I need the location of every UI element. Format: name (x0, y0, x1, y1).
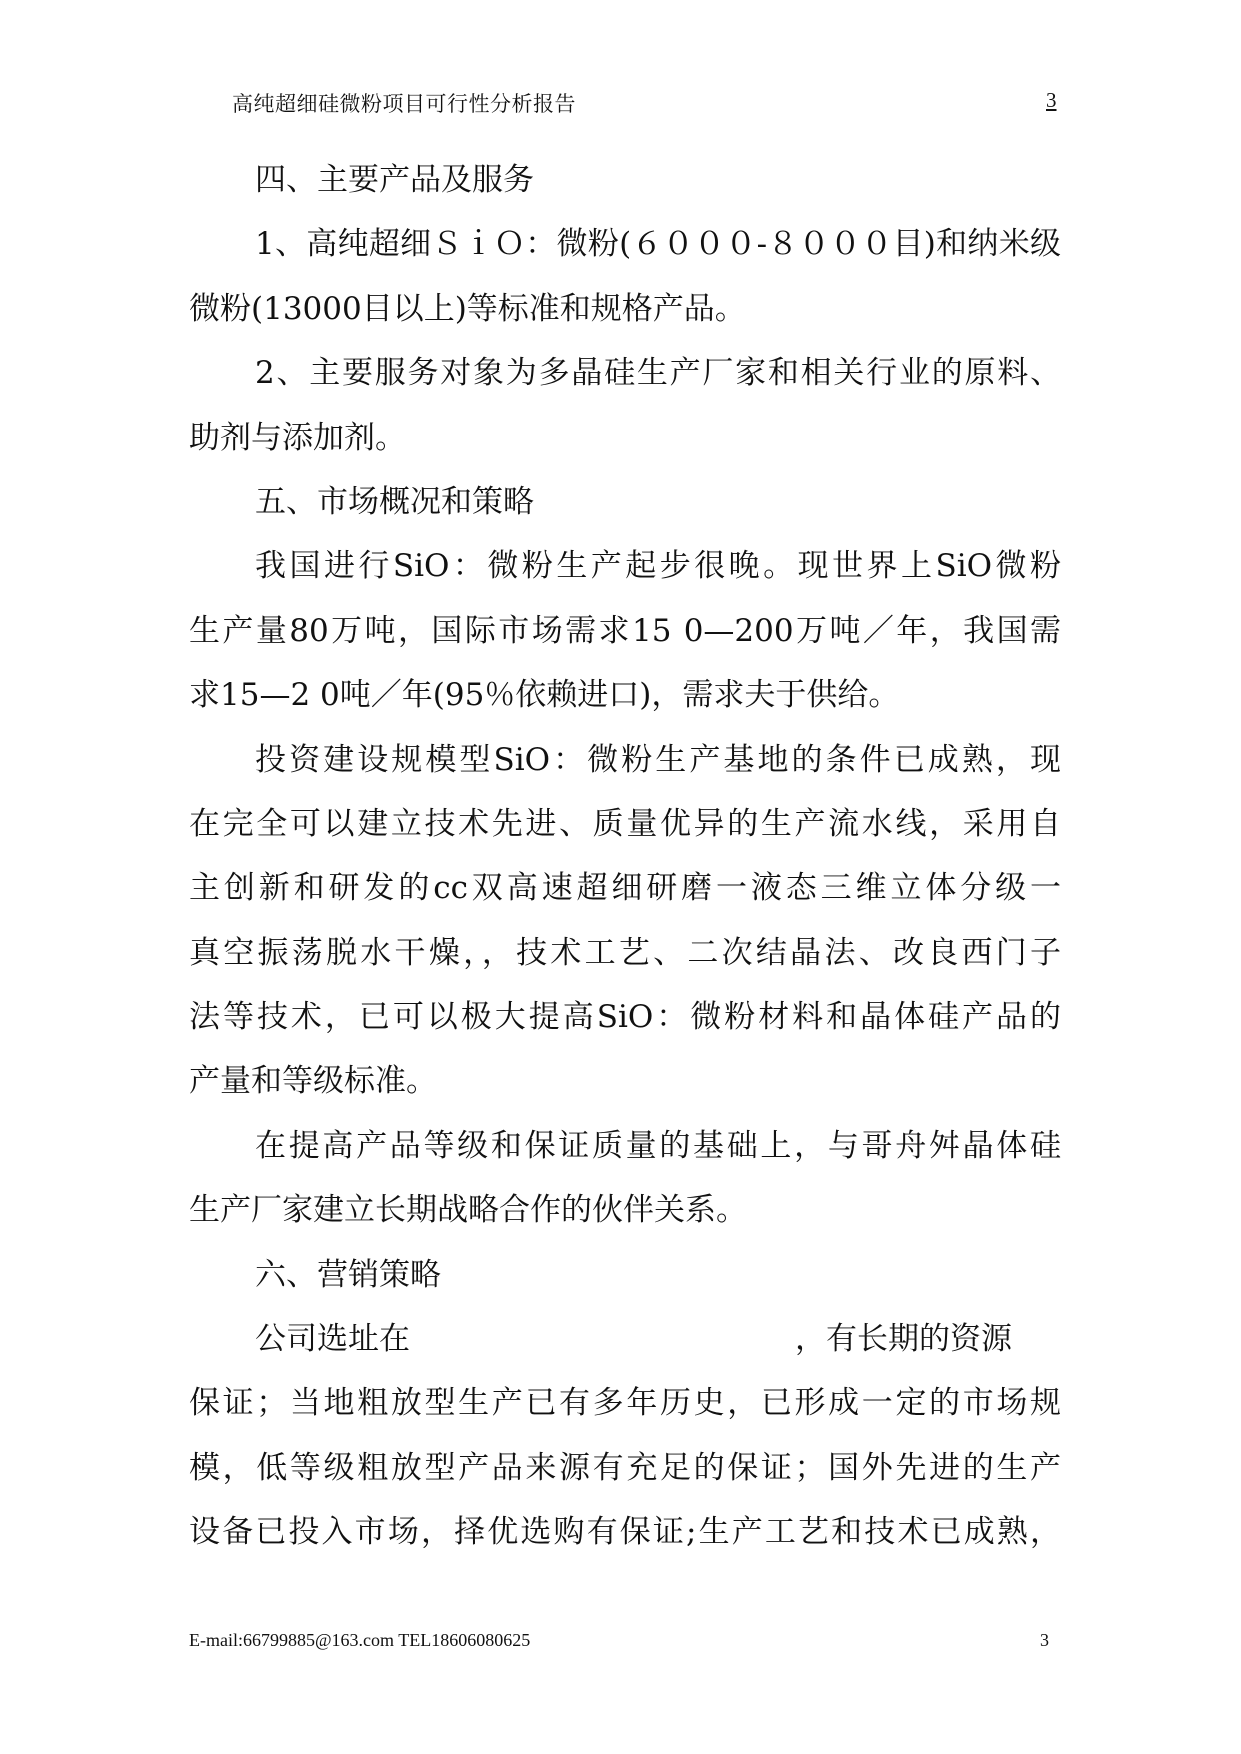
paragraph-line: 真空振荡脱水干燥，，技术工艺、二次结晶法、改良西门子 (189, 934, 1061, 971)
paragraph-line: 在完全可以建立技术先进、质量优异的生产流水线，采用自 (189, 805, 1061, 842)
paragraph-line: 生产厂家建立长期战略合作的伙伴关系。 (189, 1192, 747, 1229)
paragraph-line: 我国进行SiO：微粉生产起步很晚。现世界上SiO微粉 (255, 548, 1061, 585)
paragraph-line: 保证；当地粗放型生产已有多年历史，已形成一定的市场规 (189, 1385, 1061, 1422)
footer-contact: E-mail:66799885@163.com TEL18606080625 (189, 1630, 531, 1650)
location-lead-text: 公司选址在 (255, 1321, 410, 1358)
paragraph-line: 在提高产品等级和保证质量的基础上，与哥舟舛晶体硅 (255, 1127, 1061, 1164)
paragraph-line: 助剂与添加剂。 (189, 419, 406, 456)
paragraph-line: 2、主要服务对象为多晶硅生产厂家和相关行业的原料、 (255, 355, 1061, 392)
body-text (189, 148, 1061, 1565)
paragraph-line: 主创新和研发的cc双高速超细研磨一液态三维立体分级一 (189, 870, 1061, 907)
paragraph-line: 产量和等级标准。 (189, 1063, 437, 1100)
paragraph-line: 1、高纯超细ＳｉＯ：微粉(６０００-８０００目)和纳米级 (255, 226, 1061, 263)
paragraph-line: 设备已投入市场，择优选购有保证;生产工艺和技术已成熟， (189, 1514, 1061, 1551)
location-tail-text: ，有长期的资源 (795, 1321, 1012, 1358)
paragraph-line: 投资建设规模型SiO：微粉生产基地的条件已成熟，现 (255, 741, 1061, 778)
paragraph-line: 生产量80万吨，国际市场需求15 0—200万吨／年，我国需 (189, 612, 1061, 649)
paragraph-line: 法等技术，已可以极大提高SiO：微粉材料和晶体硅产品的 (189, 999, 1061, 1036)
header-title: 高纯超细硅微粉项目可行性分析报告 (232, 92, 576, 116)
header-page-number: 3 (1046, 88, 1057, 112)
section-heading-products: 四、主要产品及服务 (255, 162, 534, 198)
section-heading-market: 五、市场概况和策略 (255, 483, 534, 520)
paragraph-line: 模，低等级粗放型产品来源有充足的保证；国外先进的生产 (189, 1449, 1061, 1486)
paragraph-line: 求15—2 0吨／年(95％依赖进口)，需求夫于供给。 (189, 677, 900, 714)
paragraph-line: 微粉(13000目以上)等标准和规格产品。 (189, 290, 746, 327)
footer-page-number: 3 (1040, 1630, 1049, 1650)
paragraph-line (189, 1307, 1061, 1371)
section-heading-marketing: 六、营销策略 (255, 1256, 441, 1293)
